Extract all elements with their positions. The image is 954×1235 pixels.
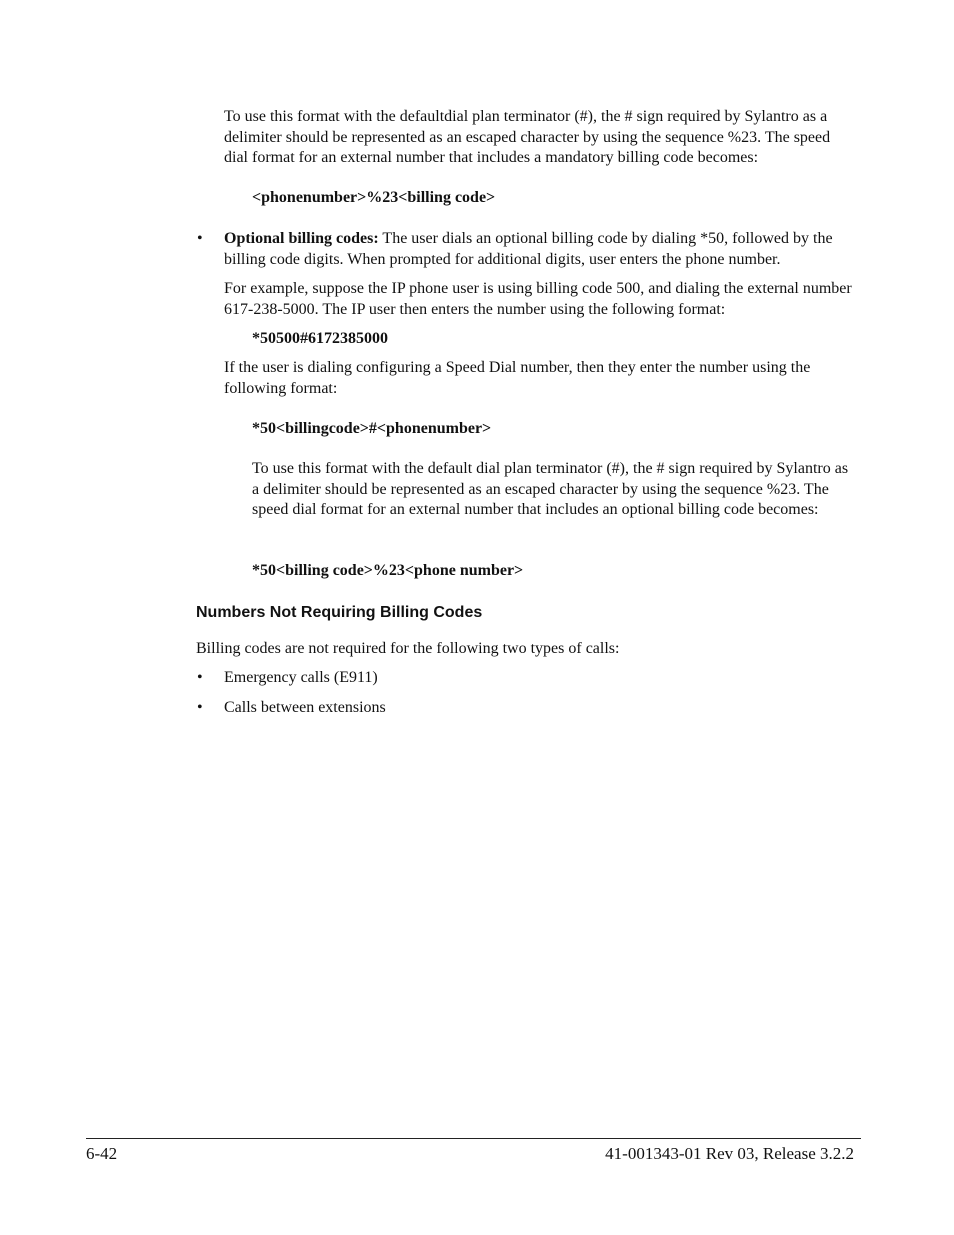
speed-dial-format-code: *50<billingcode>#<phonenumber> xyxy=(252,420,492,437)
example-paragraph: For example, suppose the IP phone user is using billing code 500, and dialing the external number 617-238-5000. The IP user then enters the number using the following format: xyxy=(224,280,852,318)
intro-paragraph: To use this format with the defaultdial plan terminator (#), the # sign required by Sylantro as a delimiter should be represented as an escaped character by using the sequence %23. The speed dial format for an external number that includes a mandatory billing code becomes: xyxy=(224,108,831,166)
page-number: 6-42 xyxy=(86,1144,118,1163)
optional-billing-description: The user dials an optional billing code by dialing *50, followed by the billing code digits. When prompted for additional digits, user enters the phone number. xyxy=(224,230,833,268)
speed-dial-paragraph: If the user is dialing configuring a Speed Dial number, then they enter the number using the following format: xyxy=(224,359,811,397)
section-heading: Numbers Not Requiring Billing Codes xyxy=(196,604,483,621)
optional-billing-item xyxy=(224,229,856,270)
escape-paragraph: To use this format with the default dial plan terminator (#), the # sign required by Sylantro as a delimiter should be represented as an escaped character by using the sequence %23. The speed dial format for an external number that includes an optional billing code becomes: xyxy=(252,460,849,518)
bullet-emergency: • xyxy=(197,669,203,686)
example-format-code: *50500#6172385000 xyxy=(252,330,388,347)
list-item: Calls between extensions xyxy=(224,699,386,716)
escaped-format-code: *50<billing code>%23<phone number> xyxy=(252,562,524,579)
footer-divider xyxy=(86,1138,861,1139)
document-reference: 41-001343-01 Rev 03, Release 3.2.2 xyxy=(605,1144,854,1163)
list-item: Emergency calls (E911) xyxy=(224,669,378,686)
optional-billing-term: Optional billing codes: xyxy=(224,230,379,247)
section-intro: Billing codes are not required for the following two types of calls: xyxy=(196,640,620,657)
mandatory-format-code: <phonenumber>%23<billing code> xyxy=(252,189,496,206)
bullet-extensions: • xyxy=(197,699,203,716)
bullet-optional: • xyxy=(197,230,203,247)
